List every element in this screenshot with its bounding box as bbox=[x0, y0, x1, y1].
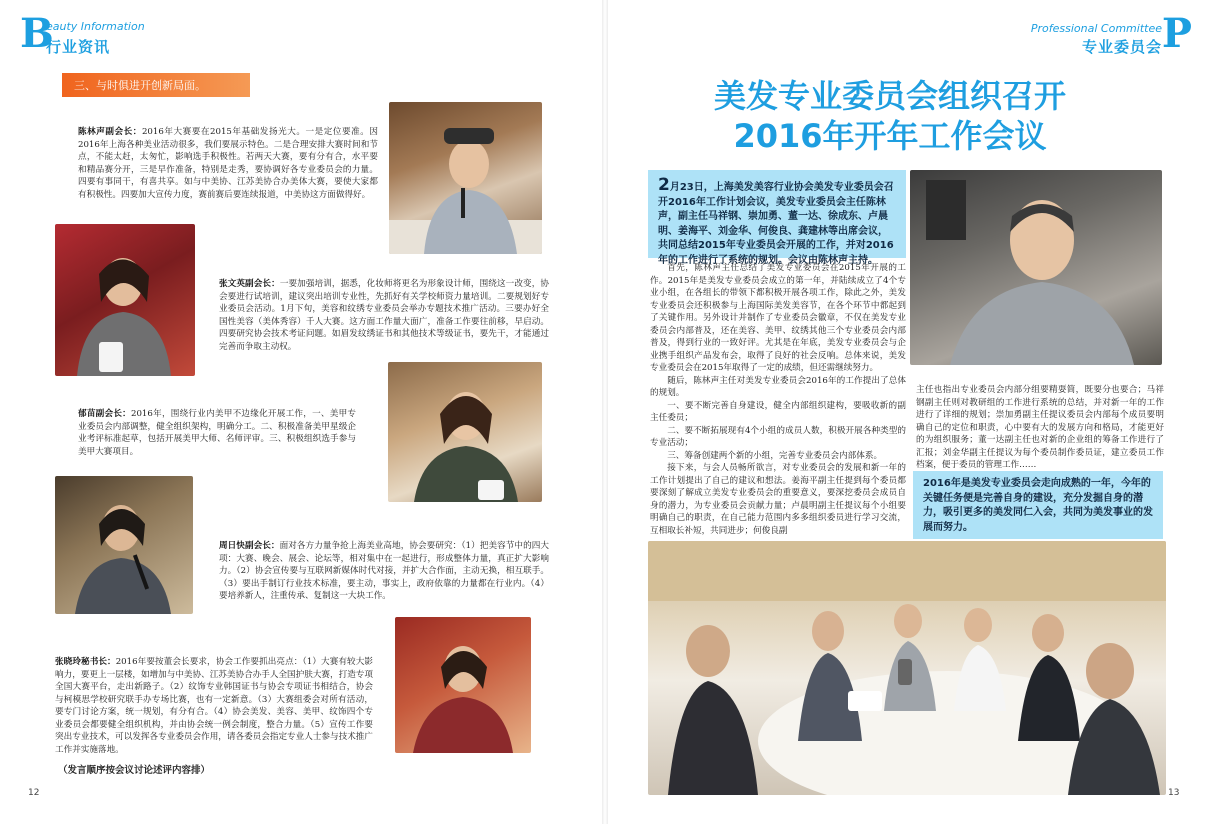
speech-zhang-xiaoling bbox=[55, 656, 373, 756]
header-right-english: Professional Committee bbox=[1030, 22, 1162, 35]
speech-text: 一要加强培训，据悉，化妆师将更名为形象设计师，围绕这一改变，协会要进行试培训，建议突出培训专业性，先抓好有关学校师资力量培训。二要规划好专业委员会活动。1月下旬，美容和纹绣专业委员会举办专题技术推广活动。三要办好全国性美容（美体秀容）千人大赛。这方面工作量大面广，准备工作要往前移，早启动。四要研究协会技术考证问题。如眉发纹绣证书和其他技术等级证书，要先干，才能通过完善而争取主动权。 bbox=[219, 279, 549, 352]
footnote: （发言顺序按会议讨论述评内容排） bbox=[58, 765, 211, 776]
speaker-name: 张晓玲秘书长： bbox=[55, 657, 116, 667]
title-line-2: 2016年开年工作会议 bbox=[733, 117, 1047, 155]
body-paragraph: 首先，陈林声主任总结了美发专业委员会在2015年开展的工作。2015年是美发专业委员会成立的第一年，并陆续成立了4个专业小组，在各组长的带领下都积极开展各项工作，除此之外，美发专业委员会还积极参与上海国际美发美容节，在各个环节中都起到了关键作用。另外设计并制作了专业委员会徽章，不仅在美发专业委员会内部普及，还在美容、美甲、纹绣其他三个专业委员会内部普及，得到行业的一致好评。尤其是在年底，美发专业委员会与企业携手组织产品发布会，取得了良好的社会反响。总体来说，美发专业委员会在2015年取得了一定的成绩，但还需继续努力。 bbox=[650, 263, 906, 373]
portrait-chairman-photo bbox=[910, 170, 1162, 365]
portrait-zhang-xiaoling-icon bbox=[395, 617, 531, 753]
speaker-name: 周日快副会长： bbox=[219, 541, 280, 551]
meeting-photo bbox=[648, 541, 1166, 795]
body-paragraph: 二、要不断拓展现有4个小组的成员人数，积极开展各种类型的专业活动； bbox=[650, 425, 906, 448]
body-paragraph: 三、筹备创建两个新的小组，完善专业委员会内部体系。 bbox=[667, 450, 883, 461]
portrait-zhou-photo bbox=[55, 476, 193, 614]
body-main bbox=[650, 262, 906, 537]
speech-text: 2016年大赛要在2015年基础发扬光大。一是定位要准。因2016年上海各种美业活动很多，我们要展示特色。二是合理安排大赛时间和节点，不能太赶，太匆忙，影响选手积极性。若两天大赛，要有分有合，水平要和精品赛分开，三是早作准备，特别是走秀，要协调好各专业委员会的力量。四要有事同干，有喜共享。如与中美协、江苏美协合办美体大赛，要使大家都有积极性。四要加大宣传力度，赛前赛后要连续报道，中美协这方面做得好。 bbox=[78, 127, 378, 200]
article-title bbox=[650, 76, 1130, 156]
portrait-zhou-icon bbox=[55, 476, 193, 614]
meeting-photo-icon bbox=[648, 541, 1166, 795]
portrait-chen-icon bbox=[389, 102, 542, 254]
portrait-chen-photo bbox=[389, 102, 542, 254]
header-right bbox=[1030, 10, 1192, 57]
header-left-letter: B bbox=[20, 10, 54, 57]
speech-yu-miao bbox=[78, 408, 356, 458]
speech-chen bbox=[78, 126, 378, 201]
lead-dropcap: 2 bbox=[658, 175, 670, 195]
speech-text: 2016年要按董会长要求，协会工作要抓出亮点：（1）大赛有较大影响力，要更上一层楼，如增加与中美协、江苏美协合办手人全国护肤大赛，打造专项全国大赛平台，走出新路子。（2）纹饰专业韩国证书与协会专项证书相结合，协会与柯模思学校研究联手办专场比赛，也有一定新意。（3）大赛组委会对所有活动，要专门讨论方案，统一规划，有分有合。（4）协会美发、美容、美甲、纹饰四个专业委员会都要健全组织机构，并由协会统一例会制度，整合力量。（5）宣传工作要突出专业技术，可以发挥各专业委员会作用，请各委员会指定专业人士参与技术推广工作并实施落地。 bbox=[55, 657, 373, 755]
speech-zhou bbox=[219, 540, 549, 603]
speech-zhang-wenying bbox=[219, 278, 549, 353]
body-paragraph: 一、要不断完善自身建设，健全内部组织建构，要吸收新的副主任委员； bbox=[650, 400, 906, 423]
body-paragraph: 随后，陈林声主任对美发专业委员会2016年的工作提出了总体的规划。 bbox=[650, 375, 906, 398]
speaker-name: 郁苗副会长： bbox=[78, 409, 131, 419]
portrait-yu-miao-photo bbox=[388, 362, 542, 502]
speaker-name: 陈林声副会长： bbox=[78, 127, 142, 137]
speech-text: 2016年，围绕行业内美甲不边缘化开展工作，一、美甲专业委员会内部调整，健全组织架构，明确分工。二、积极准备美甲星级企业考评标准起草，包括开展美甲大师、名师评审。三、积极组织选手参与美甲大赛项目。 bbox=[78, 409, 356, 457]
portrait-chairman-icon bbox=[910, 170, 1162, 365]
page-gutter bbox=[602, 0, 608, 824]
portrait-yu-miao-icon bbox=[388, 362, 542, 502]
page-number-right: 13 bbox=[1168, 788, 1180, 798]
speaker-name: 张文英副会长： bbox=[219, 279, 280, 289]
portrait-zhang-xiaoling-photo bbox=[395, 617, 531, 753]
section-bar: 三、与时俱进开创新局面。 bbox=[62, 73, 250, 97]
body-continued: 主任也指出专业委员会内部分组要精耍简，既要分也要合；马祥钢副主任则对教研组的工作进行系统的总结，并对新一年的工作进行了详细的规划；崇加勇副主任提议委员会内部每个成员要明确自己的定位和职责，心中要有大的发展方向和格局，才能更好的为组织服务；董一达副主任也对新的企业组的筹备工作进行了汇报；刘金华副主任提议为每个委员制作委员证，建立委员工作档案，便于委员的管理工作…… bbox=[916, 385, 1164, 470]
pull-quote: 2016年是美发专业委员会走向成熟的一年，今年的关键任务便是完善自身的建设，充分发掘自身的潜力，吸引更多的美发同仁入会，共同为美发事业的发展而努力。 bbox=[913, 471, 1163, 539]
portrait-zhang-wenying-icon bbox=[55, 224, 195, 376]
header-left-english: eauty Information bbox=[46, 20, 145, 33]
body-paragraph: 接下来，与会人员畅所欲言，对专业委员会的发展和新一年的工作计划提出了自己的建议和想法。姜海平副主任提到每个委员都要深刻了解成立美发专业委员会的重要意义，要深挖委员会成员自身的潜力，为专业委员会贡献力量；卢晨明副主任提议每个小组要明确自己的职责，在自己能力范围内多多组织委员进行学习交流，互相取长补短，共同进步；何俊良副 bbox=[650, 463, 906, 536]
lead-text: 月23日，上海美发美容行业协会美发专业委员会召开2016年工作计划会议，美发专业委员会主任陈林声，副主任马祥钢、崇加勇、董一达、徐成东、卢晨明、姜海平、刘金华、何俊良、龚建林等出席会议，共同总结2015年专业委员会开展的工作，并对2016年的工作进行了系统的规划。会议由陈林声主持。 bbox=[658, 182, 894, 266]
title-line-1: 美发专业委员会组织召开 bbox=[713, 77, 1066, 115]
page-number-left: 12 bbox=[28, 788, 40, 798]
lead-paragraph bbox=[648, 170, 906, 266]
header-left-chinese: 行业资讯 bbox=[46, 38, 111, 56]
portrait-zhang-wenying-photo bbox=[55, 224, 195, 376]
header-right-chinese: 专业委员会 bbox=[1081, 38, 1162, 56]
header-right-letter: P bbox=[1161, 10, 1192, 57]
speech-text: 面对各方力量争抢上海美业高地，协会要研究：（1）把美容节中的四大项：大赛、晚会、展会、论坛等，相对集中在一起进行，形成整体力量，真正扩大影响力。（2）协会宣传要与互联网新媒体时代对接，并扩大合作面，主动无换，相互联手。（3）要出手制订行业技术标准，要主动，事实上，政府依靠的力量都在行业内。（4）要培养新人，注重传承、复制这一大块工作。 bbox=[219, 541, 549, 601]
